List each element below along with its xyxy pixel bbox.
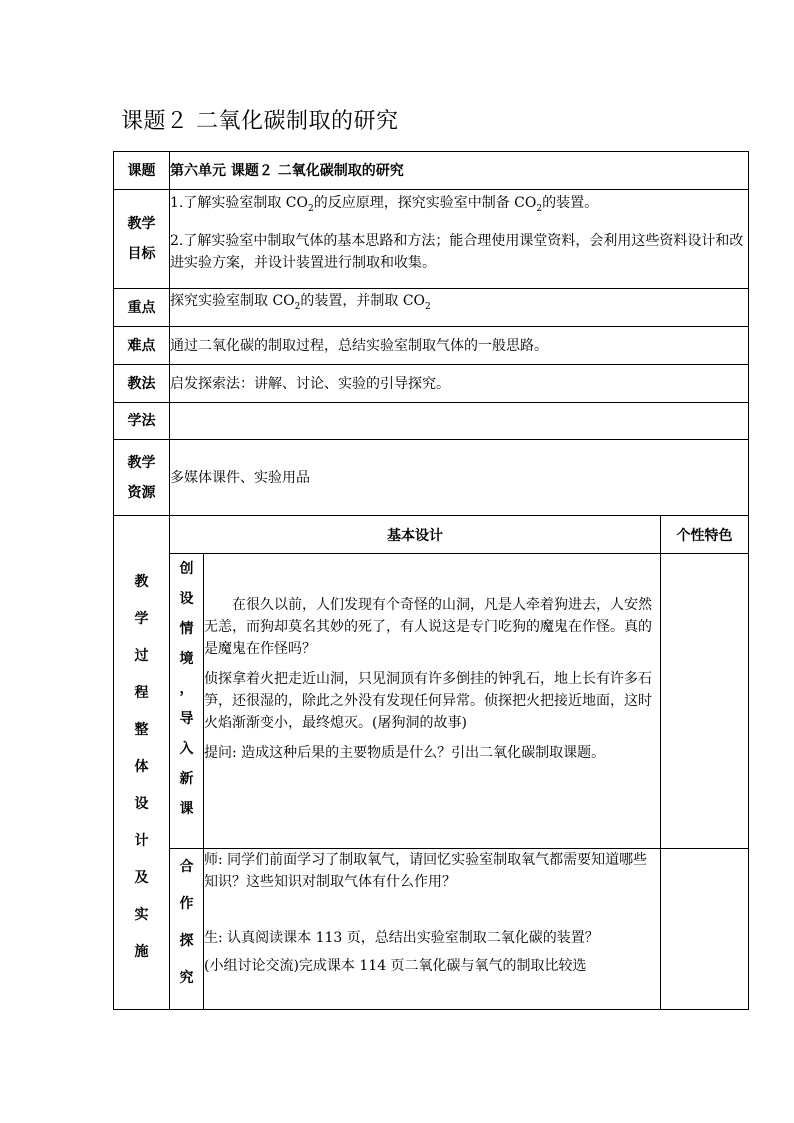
stage-1-char: 导	[179, 711, 194, 727]
stage-2-char: 作	[179, 896, 194, 912]
stage-2-char: 究	[179, 970, 194, 986]
process-char: 设	[134, 796, 149, 812]
lesson-plan-table	[113, 151, 749, 1010]
label-study: 学法	[114, 403, 170, 440]
stage-2-group: (小组讨论交流)完成课本 114 页二氧化碳与氧气的制取比较选	[204, 958, 587, 974]
row-key	[114, 289, 749, 327]
process-char: 过	[134, 648, 149, 664]
stage-1-story: 在很久以前，人们发现有个奇怪的山洞，凡是人牵着狗进去，人安然无恙，而狗却莫名其妙的死了，有人说这是专门吃狗的魔鬼在作怪。真的是魔鬼在作怪吗？	[204, 597, 652, 657]
label-key: 重点	[114, 289, 170, 327]
stage-2-char: 探	[179, 933, 194, 949]
row-stage-1	[114, 554, 749, 849]
label-goals	[114, 190, 170, 289]
process-char: 教	[134, 574, 149, 590]
goal-item-1	[170, 192, 748, 220]
key-text-a: 探究实验室制取 CO	[170, 293, 295, 309]
row-difficult	[114, 327, 749, 365]
stage-1-content	[204, 554, 661, 849]
stage-1-char: 境	[179, 651, 194, 667]
process-char: 计	[134, 833, 149, 849]
label-resources	[114, 440, 170, 516]
process-char: 学	[134, 611, 149, 627]
key-sub-1: 2	[294, 301, 301, 312]
process-char: 施	[134, 944, 149, 960]
method-value: 启发探索法：讲解、讨论、实验的引导探究。	[170, 365, 749, 403]
stage-1-question: 提问: 造成这种后果的主要物质是什么？引出二氧化碳制取课题。	[204, 745, 606, 761]
stage-2-teacher: 师: 同学们前面学习了制取氧气，请回忆实验室制取氧气都需要知道哪些知识？这些知识对制取气体有什么作用？	[204, 852, 648, 890]
stage-1-char: 情	[179, 621, 194, 637]
document-title: 课题２ 二氧化碳制取的研究	[121, 109, 399, 134]
stage-1-detective: 侦探拿着火把走近山洞，只见洞顶有许多倒挂的钟乳石，地上长有许多石笋，还很湿的，除此之外没有发现任何异常。侦探把火把接近地面，这时火焰渐渐变小，最终熄灭。(屠狗洞的故事)	[204, 671, 652, 731]
goal-1-text-c: 的装置。	[542, 195, 599, 211]
key-value	[170, 289, 749, 327]
goals-value	[170, 190, 749, 289]
goal-item-2: 2.了解实验室中制取气体的基本思路和方法；能合理使用课堂资料，会利用这些资料设计和改进实验方案，并设计装置进行制取和收集。	[170, 232, 744, 271]
stage-2-content	[204, 849, 661, 1010]
label-resources-line1: 教学	[127, 454, 156, 471]
label-difficult: 难点	[114, 327, 170, 365]
stage-1-char: 入	[179, 741, 194, 757]
stage-1-char: 设	[179, 591, 194, 607]
resources-value: 多媒体课件、实验用品	[170, 440, 749, 516]
difficult-value: 通过二氧化碳的制取过程，总结实验室制取气体的一般思路。	[170, 327, 749, 365]
label-goals-line1: 教学	[127, 216, 156, 232]
stage-2-features	[661, 849, 749, 1010]
label-topic: 课题	[114, 152, 170, 190]
row-resources	[114, 440, 749, 516]
goal-1-sub-2: 2	[536, 203, 543, 214]
label-goals-line2: 目标	[127, 246, 156, 262]
label-method: 教法	[114, 365, 170, 403]
process-char: 及	[134, 870, 149, 886]
stage-1-char: ，	[179, 681, 194, 697]
stage-1-features	[661, 554, 749, 849]
stage-1-char: 课	[179, 801, 194, 817]
goal-1-text-a: 1.了解实验室制取 CO	[170, 195, 308, 211]
stage-1-char: 创	[179, 561, 194, 577]
stage-1-char: 新	[179, 771, 194, 787]
stage-2-char: 合	[179, 859, 194, 875]
label-process	[114, 516, 170, 1010]
process-char: 体	[134, 759, 149, 775]
label-resources-line2: 资源	[127, 484, 156, 501]
row-goals	[114, 190, 749, 289]
process-char: 实	[134, 907, 149, 923]
stage-2-label	[170, 849, 204, 1010]
process-char: 整	[134, 722, 149, 738]
goal-1-text-b: 的反应原理，探究实验室中制备 CO	[313, 195, 537, 211]
goal-1-sub-1: 2	[308, 203, 314, 214]
process-char: 程	[134, 685, 149, 701]
row-method	[114, 365, 749, 403]
column-basic-design: 基本设计	[170, 516, 661, 554]
stage-2-student: 生: 认真阅读课本 113 页，总结出实验室制取二氧化碳的装置？	[204, 930, 599, 946]
stage-1-label	[170, 554, 204, 849]
row-stage-2	[114, 849, 749, 1010]
key-text-b: 的装置，并制取 CO	[300, 293, 426, 309]
row-study	[114, 403, 749, 440]
topic-value: 第六单元 课题２ 二氧化碳制取的研究	[170, 152, 749, 190]
study-value	[170, 403, 749, 440]
row-process-header	[114, 516, 749, 554]
key-sub-2: 2	[425, 301, 431, 312]
row-topic	[114, 152, 749, 190]
column-features: 个性特色	[661, 516, 749, 554]
